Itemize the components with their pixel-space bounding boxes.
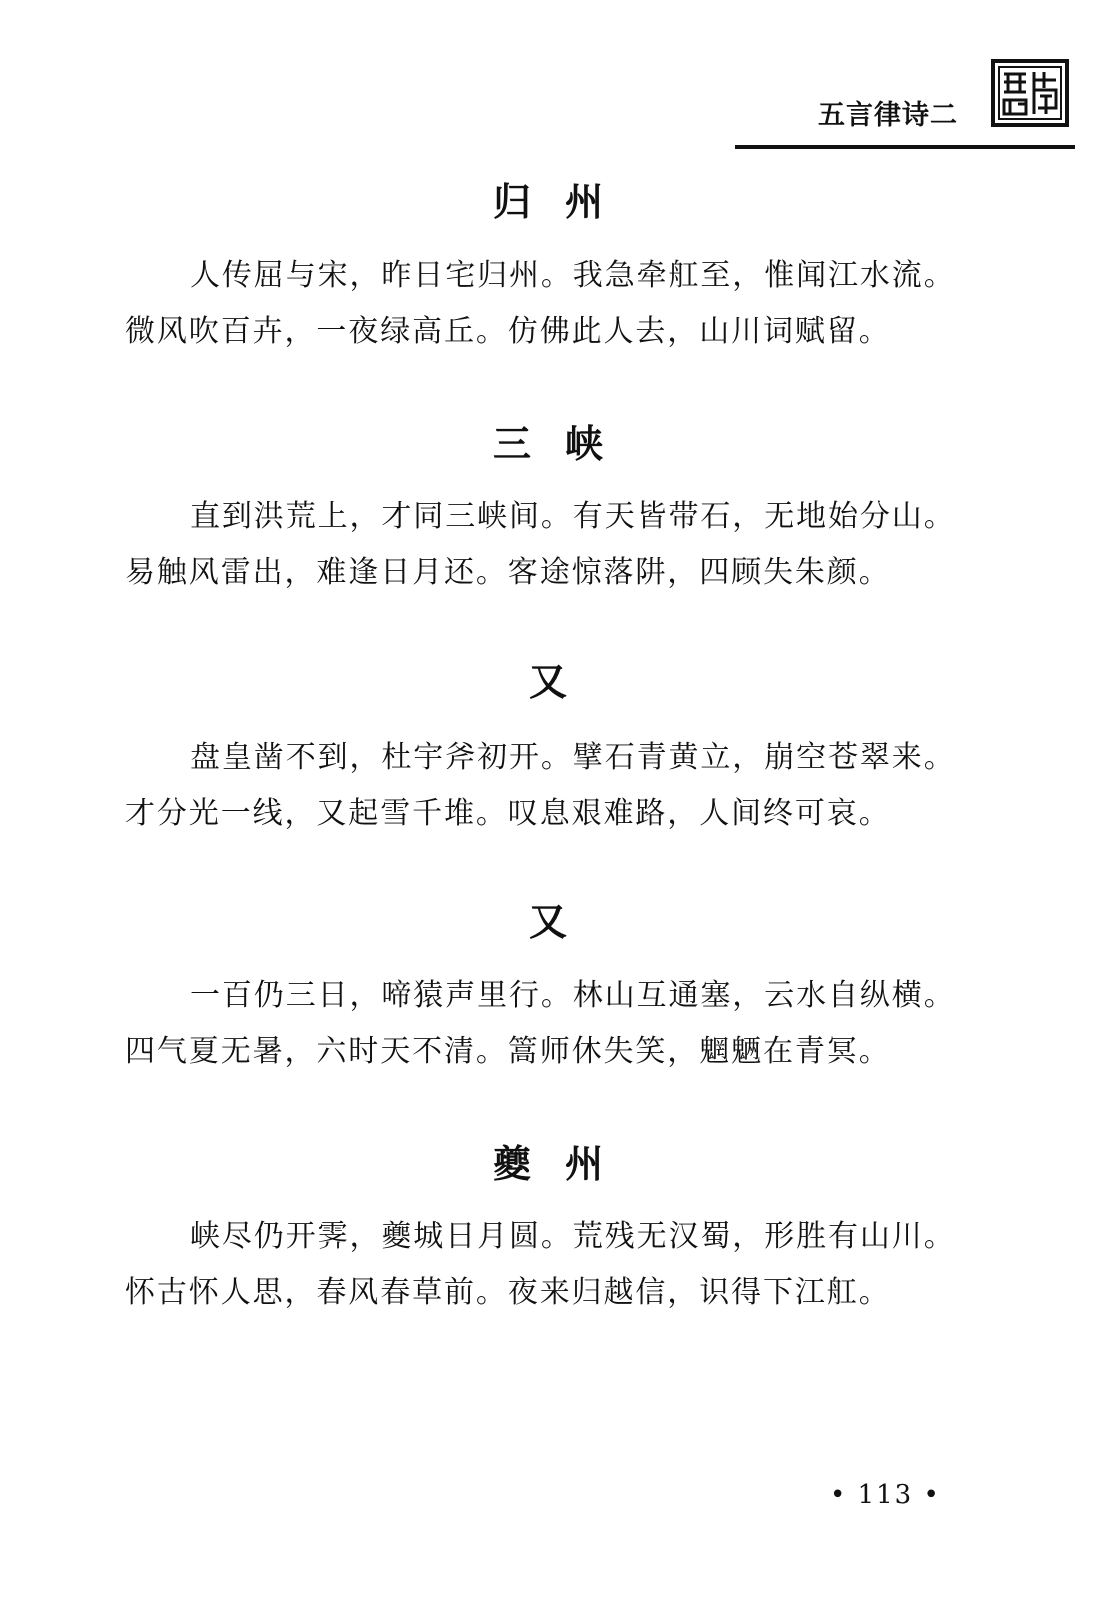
poem-title: 三峡 (492, 421, 637, 466)
poem-title: 归州 (492, 179, 637, 224)
poem-line: 直到洪荒上，才同三峡间。有天皆带石，无地始分山。 (190, 499, 956, 534)
poem-line: 一百仍三日，啼猿声里行。林山互通塞，云水自纵横。 (190, 978, 956, 1013)
seal-stamp-icon (990, 58, 1070, 128)
poem-line: 四气夏无暑，六时天不清。篙师休失笑，魍魉在青冥。 (125, 1034, 891, 1069)
poem-line: 怀古怀人思，春风春草前。夜来归越信，识得下江舡。 (125, 1275, 891, 1310)
header-rule (735, 145, 1075, 149)
poem-line: 易触风雷出，难逢日月还。客途惊落阱，四顾失朱颜。 (125, 555, 891, 590)
poem-line: 人传屈与宋，昨日宅归州。我急牵舡至，惟闻江水流。 (190, 258, 956, 293)
poem-line: 峡尽仍开霁，夔城日月圆。荒残无汉蜀，形胜有山川。 (190, 1219, 956, 1254)
section-title: 五言律诗二 (818, 100, 958, 131)
poem-title: 又 (528, 659, 601, 704)
poem-title: 又 (528, 899, 601, 944)
poem-line: 才分光一线，又起雪千堆。叹息艰难路，人间终可哀。 (125, 796, 891, 831)
poem-line: 微风吹百卉，一夜绿高丘。仿佛此人去，山川词赋留。 (125, 314, 891, 349)
page-number: • 113 • (830, 1480, 941, 1510)
poem-title: 夔州 (492, 1141, 637, 1186)
poem-line: 盘皇凿不到，杜宇斧初开。擘石青黄立，崩空苍翠来。 (190, 740, 956, 775)
